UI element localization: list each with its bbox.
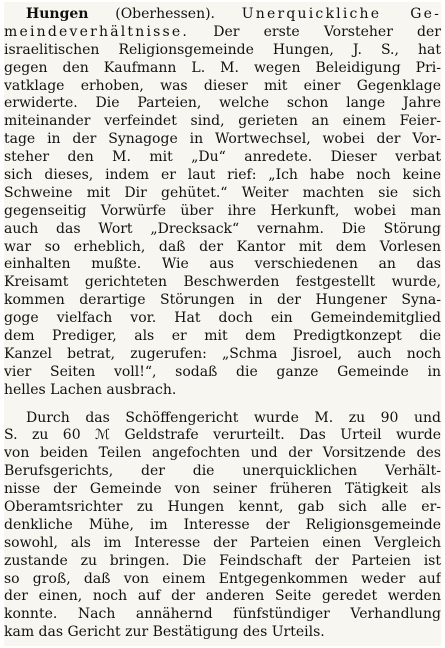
- text-line-last: kam das Gericht zur Bestätigung des Urteils.: [4, 624, 325, 641]
- text-line: konnte. Nach annähernd fünfstündiger Verhandlung: [4, 606, 441, 623]
- text-line: miteinander verfeindet sind, gerieten an einem Feier-: [4, 113, 441, 130]
- text-line: so groß, daß von einem Entgegenkommen weder auf: [4, 570, 441, 587]
- text-line: steher den M. mit „Du“ anredete. Dieser verbat: [4, 149, 441, 166]
- text-line: vatklage erhoben, was dieser mit einer Gegenklage: [4, 77, 441, 94]
- text-line: vier Seiten voll!“, sodaß die ganze Gemeinde in: [4, 363, 441, 380]
- headline-line: [4, 6, 441, 24]
- headline-topic-continued: meindeverhältnisse.: [4, 23, 190, 40]
- headline-topic: Unerquickliche Ge-: [241, 6, 441, 22]
- text-line: Schweine mit Dir gehütet.“ Weiter machten sie sich: [4, 184, 441, 201]
- text-line-last: helles Lachen ausbrach.: [4, 381, 177, 398]
- text-line: tage in der Synagoge in Wortwechsel, wobei der Vor-: [4, 131, 441, 148]
- text-line: war so erheblich, daß der Kantor mit dem Vorlesen: [4, 238, 441, 255]
- text-line: gegenseitig Vorwürfe über ihre Herkunft, wobei man: [4, 202, 441, 219]
- text-line: auch das Wort „Drecksack“ vernahm. Die Störung: [4, 220, 441, 237]
- text-line: Durch das Schöffengericht wurde M. zu 90 und: [26, 409, 441, 426]
- text-line: erwiderte. Die Parteien, welche schon lange Jahre: [4, 95, 441, 112]
- text-line: der einen, noch auf der anderen Seite geredet werden: [4, 588, 441, 605]
- text-line: gegen den Kaufmann L. M. wegen Beleidigung Pri-: [4, 59, 441, 76]
- text-line: kommen derartige Störungen in der Hungener Syna-: [4, 292, 441, 309]
- newspaper-clipping: [4, 2, 441, 646]
- text-line: von beiden Teilen angefochten und der Vorsitzende des: [4, 445, 441, 462]
- text-line: Oberamtsrichter zu Hungen kennt, gab sich alle er-: [4, 498, 441, 515]
- headline-region: (Oberhessen).: [115, 6, 215, 22]
- text-line: goge vielfach vor. Hat doch ein Gemeindemitglied: [4, 310, 441, 327]
- paragraph-text-start: Der erste Vorsteher der: [213, 23, 441, 40]
- text-line: einhalten mußte. Wie aus verschiedenen an das: [4, 256, 441, 273]
- text-line: S. zu 60 ℳ Geldstrafe verurteilt. Das Urteil wurde: [4, 427, 441, 444]
- text-line: dem Prediger, als er mit dem Predigtkonzept die: [4, 327, 441, 344]
- headline-line-2: [4, 24, 441, 42]
- text-line: Kreisamt gerichteten Beschwerden festgestellt wurde,: [4, 274, 441, 291]
- headline-place: Hungen: [26, 6, 89, 22]
- text-line: zustande zu bringen. Die Feindschaft der Parteien ist: [4, 552, 441, 569]
- text-line: Kanzel betrat, zugerufen: „Schma Jisroel, auch noch: [4, 345, 441, 362]
- text-line: sowohl, als im Interesse der Parteien einen Vergleich: [4, 534, 441, 551]
- text-line: denkliche Mühe, im Interesse der Religionsgemeinde: [4, 516, 441, 533]
- text-line: Berufsgerichts, der die unerquicklichen Verhält-: [4, 463, 441, 480]
- text-line: nisse der Gemeinde von seiner früheren Tätigkeit als: [4, 481, 441, 497]
- text-line: sich dieses, indem er laut rief: „Ich habe noch keine: [4, 167, 441, 183]
- text-line: israelitischen Religionsgemeinde Hungen, J. S., hat: [4, 41, 441, 58]
